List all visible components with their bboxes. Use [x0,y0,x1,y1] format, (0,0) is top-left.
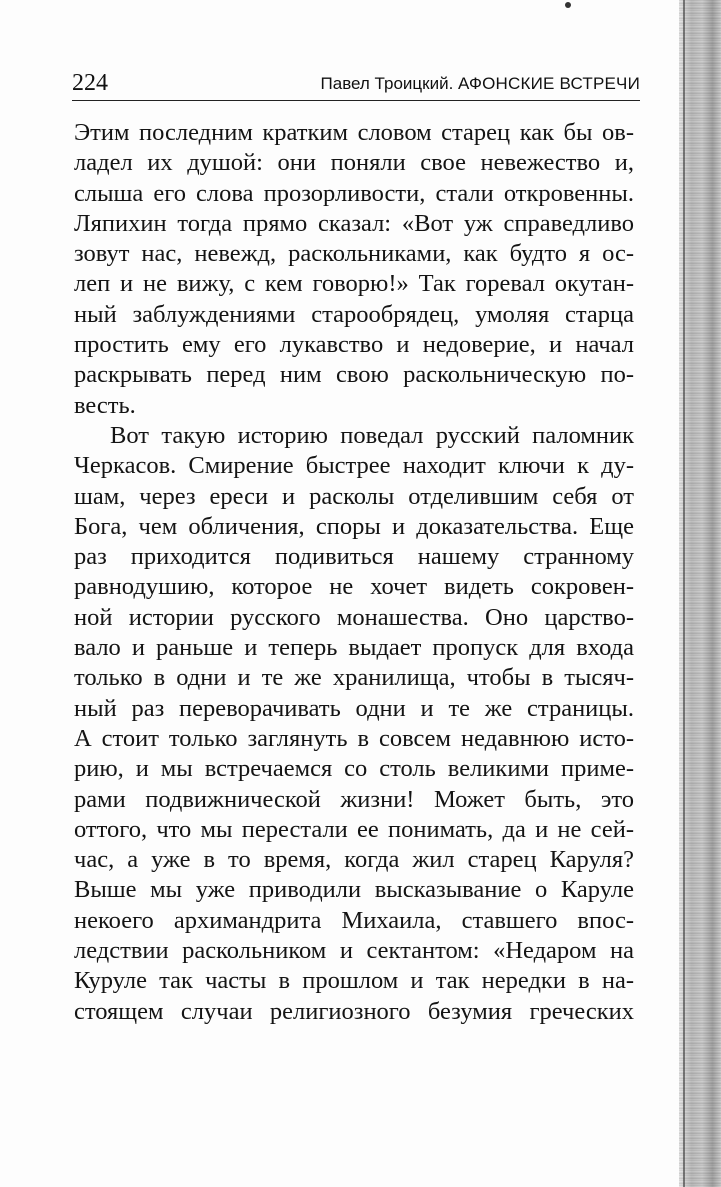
running-header [72,70,640,101]
text-line: вало и раньше и теперь выдает пропуск для входа [74,634,634,662]
book-title: АФОНСКИЕ ВСТРЕЧИ [458,74,640,93]
text-line: стоящем случаи религиозного безумия греческих [74,997,634,1025]
text-line: ный раз переворачивать одни и те же страницы. [74,694,634,722]
text-line: зовут нас, невежд, раскольниками, как будто я ос- [74,240,634,268]
text-line: Вот такую историю поведал русский паломник [110,421,634,449]
text-line: рию, и мы встречаемся со столь великими приме- [74,755,634,783]
text-line: рами подвижнической жизни! Может быть, это [74,785,634,813]
text-line: раскрывать перед ним свою раскольническую по- [74,361,634,389]
text-line: Этим последним кратким словом старец как бы ов- [74,119,634,146]
text-line: час, а уже в то время, когда жил старец Каруля? [74,846,634,874]
text-line: ледствии раскольником и сектантом: «Недаром на [74,937,634,965]
text-line: Черкасов. Смирение быстрее находит ключи к ду- [74,452,634,480]
text-line: Куруле так часты в прошлом и так нередки в на- [74,967,634,995]
author-name: Павел Троицкий. [320,74,454,93]
text-line: только в одни и те же хранилища, чтобы в тысяч- [74,664,634,692]
page-number: 224 [72,70,108,96]
scan-gutter [679,0,721,1187]
body-text [74,118,634,1027]
text-line: шам, через ереси и расколы отделившим себя от [74,482,634,510]
text-line: ладел их душой: они поняли свое невежество и, [74,149,634,177]
text-line: леп и не вижу, с кем говорю!» Так горевал окутан- [74,270,634,298]
text-line: простить ему его лукавство и недоверие, и начал [74,331,634,359]
text-line: раз приходится подивиться нашему странному [74,543,634,571]
text-line: А стоит только заглянуть в совсем недавнюю исто- [74,724,634,752]
text-line: Выше мы уже приводили высказывание о Каруле [74,876,634,904]
gutter-shadow-line [683,0,685,1187]
text-line: весть. [74,391,136,419]
text-line: ный заблуждениями старообрядец, умоляя старца [74,300,634,328]
text-line: Ляпихин тогда прямо сказал: «Вот уж справедливо [74,209,634,237]
text-line: равнодушию, которое не хочет видеть сокровен- [74,573,634,601]
text-line: ной истории русского монашества. Оно царство- [74,603,634,631]
scan-speck [565,2,571,8]
text-line: оттого, что мы перестали ее понимать, да и не сей- [74,815,634,843]
running-title [321,74,640,94]
text-line: Бога, чем обличения, споры и доказательства. Еще [74,512,634,540]
text-line: слыша его слова прозорливости, стали откровенны. [74,179,634,207]
text-line: некоего архимандрита Михаила, ставшего впос- [74,906,634,934]
